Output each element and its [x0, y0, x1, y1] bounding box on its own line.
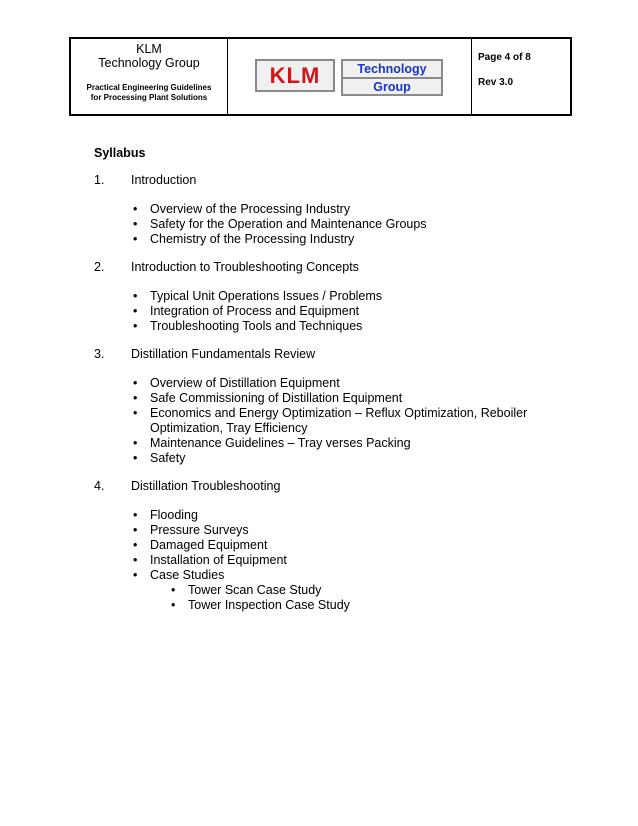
- company-name: KLM: [136, 42, 162, 56]
- section-1: [94, 173, 574, 247]
- list-item: • Safety: [133, 451, 186, 465]
- tagline-line2: for Processing Plant Solutions: [90, 93, 208, 102]
- sub-list-item: • Tower Scan Case Study: [171, 583, 322, 597]
- klm-logo: [255, 56, 441, 98]
- bullet-icon: •: [133, 232, 138, 246]
- list-item: • Overview of the Processing Industry: [133, 202, 351, 216]
- bullet-icon: •: [133, 523, 138, 537]
- bullet-icon: •: [133, 202, 138, 216]
- section-number: 1.: [94, 173, 105, 187]
- bullet-icon: •: [133, 391, 138, 405]
- sub-list: [169, 583, 574, 613]
- syllabus-content: [94, 146, 574, 626]
- revision: Rev 3.0: [478, 77, 514, 88]
- bullet-icon: •: [133, 304, 138, 318]
- section-3: [94, 347, 574, 466]
- bullet-icon: •: [133, 436, 138, 450]
- logo-klm-text: KLM: [255, 59, 335, 92]
- list-item: • Troubleshooting Tools and Techniques: [133, 319, 363, 333]
- list-item: • Flooding: [133, 508, 198, 522]
- bullet-icon: •: [133, 568, 138, 582]
- section-2: [94, 260, 574, 334]
- bullet-icon: •: [133, 217, 138, 231]
- list-item: • Economics and Energy Optimization – Reflux Optimization, Reboiler Optimization, Tray Efficiency: [133, 406, 528, 435]
- logo-group-text: Group: [373, 80, 411, 94]
- list-item: • Installation of Equipment: [133, 553, 287, 567]
- header-logo-cell: [228, 39, 472, 114]
- list-item: • Pressure Surveys: [133, 523, 249, 537]
- bullet-icon: •: [133, 508, 138, 522]
- list-item: • Damaged Equipment: [133, 538, 268, 552]
- bullet-icon: •: [133, 319, 138, 333]
- tagline-line1: Practical Engineering Guidelines: [86, 83, 212, 92]
- list-item: • Safety for the Operation and Maintenance Groups: [133, 217, 427, 231]
- section-number: 2.: [94, 260, 105, 274]
- list-item: • Maintenance Guidelines – Tray verses Packing: [133, 436, 411, 450]
- bullet-icon: •: [133, 289, 138, 303]
- bullet-icon: •: [171, 583, 176, 597]
- company-name-line2: Technology Group: [98, 56, 200, 70]
- list-item: • Case Studies • Tower Scan Case Study • Tower Inspection Case Study: [131, 568, 574, 613]
- header-company-cell: [71, 39, 228, 114]
- logo-technology-group: [341, 59, 443, 96]
- page-number: Page 4 of 8: [478, 52, 531, 63]
- bullet-icon: •: [133, 451, 138, 465]
- bullet-icon: •: [133, 406, 138, 420]
- header-page-cell: [472, 39, 570, 114]
- tagline: [71, 83, 227, 103]
- list-item: • Safe Commissioning of Distillation Equipment: [133, 391, 403, 405]
- list-item: • Chemistry of the Processing Industry: [133, 232, 355, 246]
- bullet-icon: •: [133, 553, 138, 567]
- list-item: • Overview of Distillation Equipment: [133, 376, 340, 390]
- section-number: 3.: [94, 347, 105, 361]
- list-item: • Typical Unit Operations Issues / Problems: [133, 289, 383, 303]
- section-title: Distillation Fundamentals Review: [131, 347, 316, 361]
- sub-list-item: • Tower Inspection Case Study: [171, 598, 350, 612]
- section-number: 4.: [94, 479, 105, 493]
- list-item: • Integration of Process and Equipment: [133, 304, 360, 318]
- logo-technology-text: Technology: [343, 61, 441, 79]
- bullet-icon: •: [171, 598, 176, 612]
- bullet-icon: •: [133, 538, 138, 552]
- section-4: [94, 479, 574, 613]
- section-title: Distillation Troubleshooting: [131, 479, 281, 493]
- bullet-icon: •: [133, 376, 138, 390]
- document-header: [69, 37, 572, 116]
- syllabus-title: Syllabus: [94, 146, 146, 160]
- section-title: Introduction: [131, 173, 197, 187]
- section-title: Introduction to Troubleshooting Concepts: [131, 260, 359, 274]
